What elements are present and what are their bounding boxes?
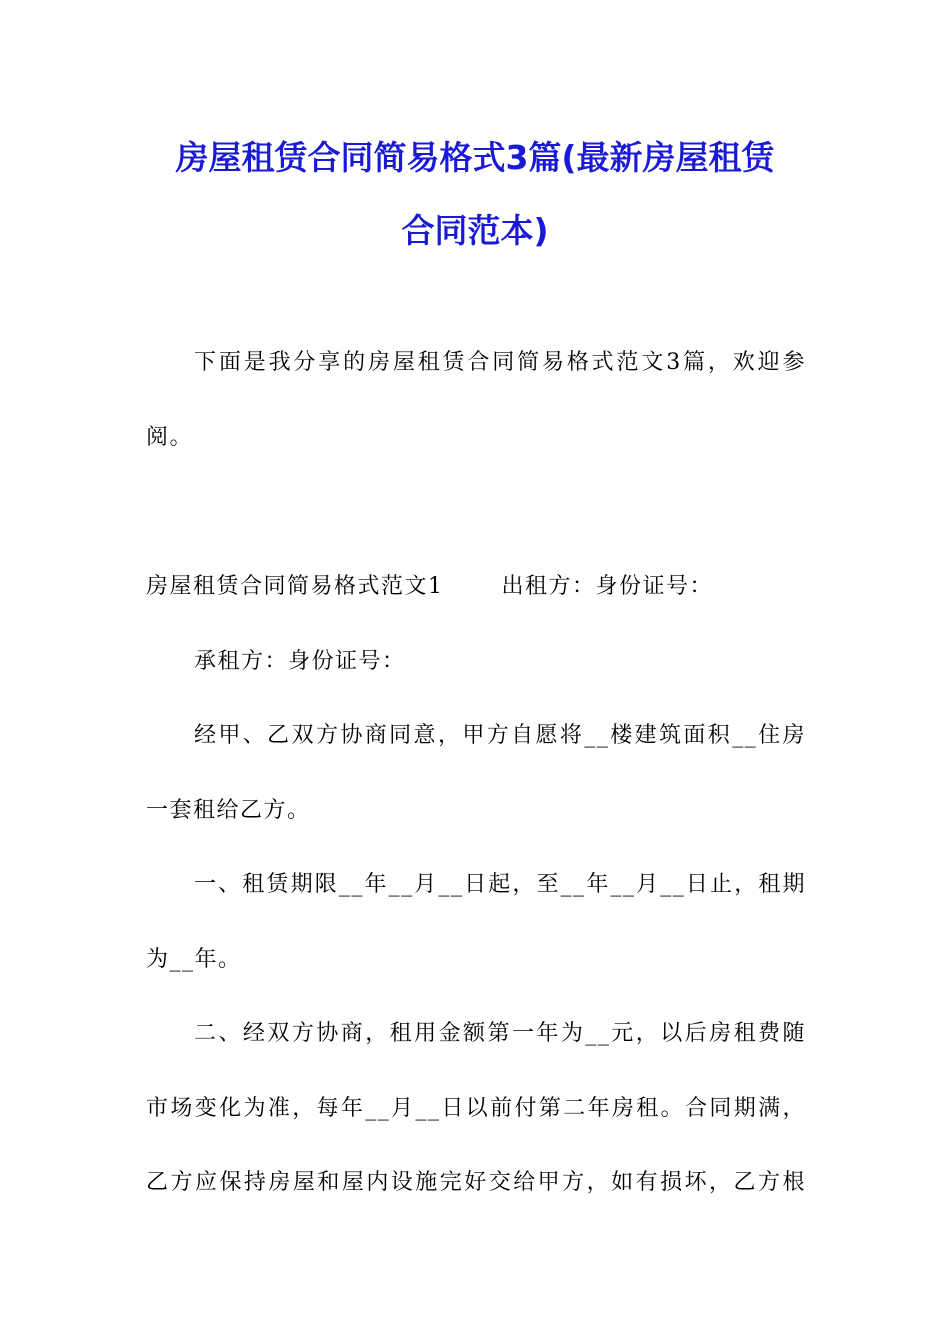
intro-line-1: 下面是我分享的房屋租赁合同简易格式范文3篇，欢迎参 (194, 350, 806, 375)
paragraph-3-line-2: 市场变化为准，每年__月__日以前付第二年房租。合同期满， (146, 1096, 806, 1121)
document-title-line-1: 房屋租赁合同简易格式3篇(最新房屋租赁 (175, 138, 775, 177)
lessor-line: 出租方：身份证号： (501, 574, 714, 599)
paragraph-1-line-2: 一套租给乙方。 (146, 798, 311, 823)
paragraph-3-line-1: 二、经双方协商，租用金额第一年为__元，以后房租费随 (194, 1021, 806, 1046)
document-title-line-2: 合同范本) (401, 211, 549, 250)
lessee-line: 承租方：身份证号： (194, 649, 406, 674)
paragraph-2-line-1: 一、租赁期限__年__月__日起，至__年__月__日止，租期 (194, 872, 806, 897)
intro-line-2: 阅。 (146, 425, 194, 450)
paragraph-1-line-1: 经甲、乙双方协商同意，甲方自愿将__楼建筑面积__住房 (194, 723, 806, 748)
section-1-heading: 房屋租赁合同简易格式范文1 (146, 574, 444, 599)
paragraph-2-line-2: 为__年。 (146, 947, 242, 972)
paragraph-3-line-3: 乙方应保持房屋和屋内设施完好交给甲方，如有损坏，乙方根 (146, 1170, 806, 1195)
section-1-heading-row (146, 569, 806, 600)
